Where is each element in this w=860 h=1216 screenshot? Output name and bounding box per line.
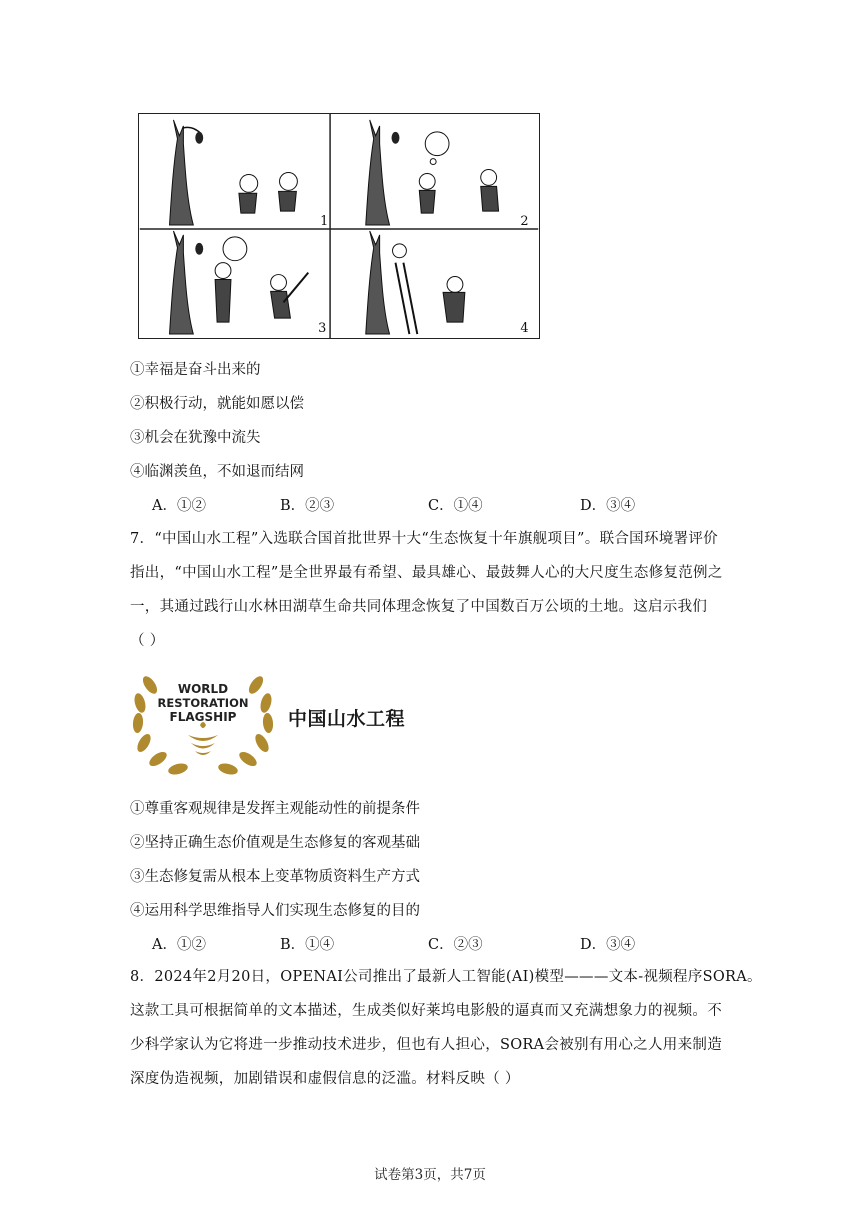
q6-statement-1: ①幸福是奋斗出来的 — [130, 362, 261, 378]
logo-text-restoration: RESTORATION — [157, 696, 249, 710]
q6-statement-4: ④临渊羡鱼，不如退而结网 — [130, 464, 304, 480]
q8-line-1: 8．2024年2月20日，OPENAI公司推出了最新人工智能(AI)模型———文本-视频程序SORA。 — [130, 969, 762, 985]
q8-line-3: 少科学家认为它将进一步推动技术进步，但也有人担心，SORA会被别有用心之人用来制造 — [130, 1037, 723, 1053]
q7-option-b[interactable]: B．①④ — [280, 937, 335, 953]
q7-line-3: 一，其通过践行山水林田湖草生命共同体理念恢复了中国数百万公顷的土地。这启示我们 — [130, 599, 708, 615]
q6-statement-3: ③机会在犹豫中流失 — [130, 430, 261, 446]
comic-illustration — [139, 114, 539, 338]
q6-statement-2: ②积极行动，就能如愿以偿 — [130, 396, 304, 412]
panel-2 — [366, 120, 529, 229]
world-restoration-flagship-logo — [128, 655, 278, 780]
panel-1 — [170, 120, 329, 229]
page-footer: 试卷第3页，共7页 — [374, 1167, 486, 1183]
q7-answer-blank: （ ） — [130, 633, 165, 649]
q7-option-a[interactable]: A．①② — [152, 937, 206, 953]
logo-text-flagship: FLAGSHIP — [169, 710, 237, 724]
panel-number-3: 3 — [318, 321, 327, 337]
q6-option-a[interactable]: A．①② — [152, 498, 206, 514]
q7-option-c[interactable]: C．②③ — [428, 937, 483, 953]
logo-title: 中国山水工程 — [288, 708, 406, 730]
panel-number-2: 2 — [520, 214, 529, 230]
q6-options — [152, 496, 635, 516]
comic-figure — [138, 113, 540, 339]
q7-line-1: 7．“中国山水工程”入选联合国首批世界十大“生态恢复十年旗舰项目”。联合国环境署评价 — [130, 531, 718, 547]
q7-statement-4: ④运用科学思维指导人们实现生态修复的目的 — [130, 903, 420, 919]
q7-options — [152, 935, 635, 955]
q7-option-d[interactable]: D．③④ — [580, 937, 636, 953]
q8-line-4: 深度伪造视频，加剧错误和虚假信息的泛滥。材料反映（ ） — [130, 1071, 520, 1087]
panel-number-1: 1 — [320, 214, 329, 230]
logo-text-world: WORLD — [177, 682, 229, 696]
panel-3 — [170, 231, 327, 336]
panel-number-4: 4 — [520, 321, 529, 337]
q7-statement-3: ③生态修复需从根本上变革物质资料生产方式 — [130, 869, 420, 885]
panel-4 — [366, 231, 529, 336]
q7-stem — [130, 522, 740, 658]
q7-statement-2: ②坚持正确生态价值观是生态修复的客观基础 — [130, 835, 420, 851]
q8-line-2: 这款工具可根据简单的文本描述，生成类似好莱坞电影般的逼真而又充满想象力的视频。不 — [130, 1003, 722, 1019]
q7-line-2: 指出，“中国山水工程”是全世界最有希望、最具雄心、最鼓舞人心的大尺度生态修复范例之 — [130, 565, 723, 581]
q7-statement-1: ①尊重客观规律是发挥主观能动性的前提条件 — [130, 801, 420, 817]
q6-option-d[interactable]: D．③④ — [580, 498, 636, 514]
q6-option-b[interactable]: B．②③ — [280, 498, 335, 514]
q6-option-c[interactable]: C．①④ — [428, 498, 483, 514]
q8-stem — [130, 960, 762, 1096]
